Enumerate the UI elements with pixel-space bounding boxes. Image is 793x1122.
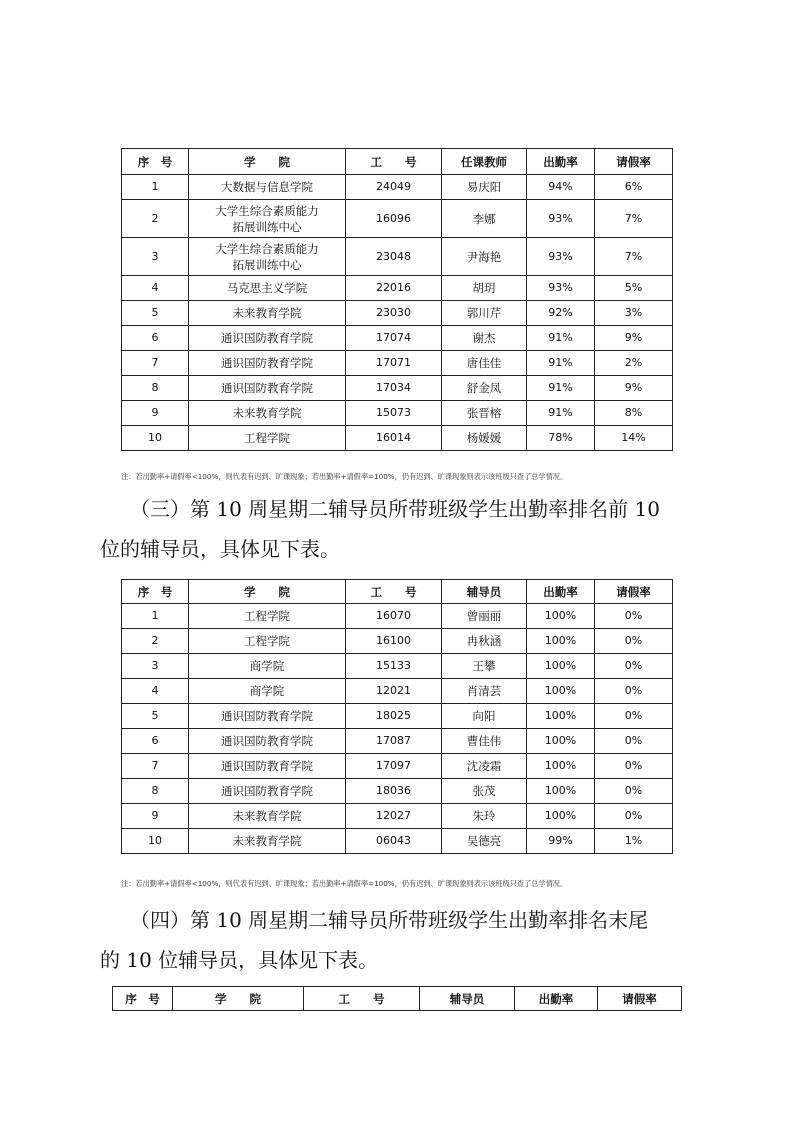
college-cell: 通识国防教育学院 — [189, 326, 346, 351]
college-cell: 未来教育学院 — [189, 829, 346, 854]
college-cell: 通识国防教育学院 — [189, 729, 346, 754]
staff-id-cell: 18025 — [346, 704, 442, 729]
header-name-cell: 任课教师 — [442, 149, 527, 175]
college-cell: 工程学院 — [189, 426, 346, 451]
table-row — [122, 276, 673, 301]
leave-rate-cell: 6% — [595, 175, 673, 200]
attendance-rate-cell: 78% — [527, 426, 595, 451]
college-cell: 未来教育学院 — [189, 804, 346, 829]
leave-rate-cell: 9% — [595, 326, 673, 351]
staff-id-cell: 23048 — [346, 238, 442, 276]
leave-rate-cell: 7% — [595, 200, 673, 238]
leave-rate-cell: 0% — [595, 729, 673, 754]
attendance-rate-cell: 99% — [527, 829, 595, 854]
staff-id-cell: 24049 — [346, 175, 442, 200]
name-cell: 王攀 — [442, 654, 527, 679]
seq-cell: 4 — [122, 276, 189, 301]
attendance-rate-cell: 100% — [527, 629, 595, 654]
name-cell: 曾丽丽 — [442, 604, 527, 629]
seq-cell: 7 — [122, 351, 189, 376]
staff-id-cell: 16014 — [346, 426, 442, 451]
seq-cell: 5 — [122, 301, 189, 326]
seq-cell: 4 — [122, 679, 189, 704]
seq-cell: 2 — [122, 629, 189, 654]
leave-rate-cell: 2% — [595, 351, 673, 376]
seq-cell: 1 — [122, 175, 189, 200]
leave-rate-cell: 8% — [595, 401, 673, 426]
seq-cell: 5 — [122, 704, 189, 729]
name-cell: 李娜 — [442, 200, 527, 238]
leave-rate-cell: 0% — [595, 679, 673, 704]
section-heading-3-cont: 位的辅导员，具体见下表。 — [100, 537, 340, 561]
name-cell: 吴德亮 — [442, 829, 527, 854]
header-staff-id-cell: 工 号 — [346, 580, 442, 604]
attendance-rate-cell: 100% — [527, 804, 595, 829]
section-heading-4-cont: 的 10 位辅导员，具体见下表。 — [100, 948, 379, 972]
name-cell: 张晋榕 — [442, 401, 527, 426]
seq-cell: 6 — [122, 729, 189, 754]
name-cell: 朱玲 — [442, 804, 527, 829]
header-college-cell: 学 院 — [173, 987, 304, 1011]
table-header-row — [122, 580, 673, 604]
attendance-rate-cell: 93% — [527, 200, 595, 238]
leave-rate-cell: 3% — [595, 301, 673, 326]
table-row — [122, 704, 673, 729]
college-cell: 商学院 — [189, 679, 346, 704]
seq-cell: 7 — [122, 754, 189, 779]
staff-id-cell: 16100 — [346, 629, 442, 654]
section-heading-3: （三）第 10 周星期二辅导员所带班级学生出勤率排名前 10 — [130, 497, 660, 521]
name-cell: 唐佳佳 — [442, 351, 527, 376]
college-cell: 工程学院 — [189, 604, 346, 629]
leave-rate-cell: 0% — [595, 654, 673, 679]
table-row — [122, 175, 673, 200]
leave-rate-cell: 0% — [595, 804, 673, 829]
staff-id-cell: 18036 — [346, 779, 442, 804]
seq-cell: 3 — [122, 654, 189, 679]
header-staff-id-cell: 工 号 — [346, 149, 442, 175]
attendance-rate-cell: 100% — [527, 729, 595, 754]
attendance-rate-cell: 94% — [527, 175, 595, 200]
name-cell: 沈凌霜 — [442, 754, 527, 779]
attendance-rate-cell: 93% — [527, 276, 595, 301]
staff-id-cell: 17087 — [346, 729, 442, 754]
attendance-rate-cell: 92% — [527, 301, 595, 326]
attendance-rate-cell: 100% — [527, 754, 595, 779]
table-header-row — [122, 149, 673, 175]
table-row — [122, 629, 673, 654]
college-cell: 商学院 — [189, 654, 346, 679]
seq-cell: 8 — [122, 779, 189, 804]
name-cell: 曹佳伟 — [442, 729, 527, 754]
table-row — [122, 779, 673, 804]
table-row — [122, 301, 673, 326]
table-note: 注：若出勤率+请假率<100%，则代表有迟到、旷课现象；若出勤率+请假率=100%，仍有迟到、旷课现象则表示该班级只查了总学情况。 — [121, 879, 568, 888]
header-seq-cell: 序 号 — [122, 149, 189, 175]
name-cell: 舒金凤 — [442, 376, 527, 401]
table-row — [122, 729, 673, 754]
table-row — [122, 679, 673, 704]
name-cell: 胡玥 — [442, 276, 527, 301]
section-heading-4: （四）第 10 周星期二辅导员所带班级学生出勤率排名末尾 — [130, 908, 649, 932]
college-cell: 未来教育学院 — [189, 401, 346, 426]
table-row — [122, 426, 673, 451]
leave-rate-cell: 7% — [595, 238, 673, 276]
leave-rate-cell: 9% — [595, 376, 673, 401]
header-attendance-rate-cell: 出勤率 — [515, 987, 598, 1011]
header-attendance-rate-cell: 出勤率 — [527, 149, 595, 175]
staff-id-cell: 15073 — [346, 401, 442, 426]
staff-id-cell: 16096 — [346, 200, 442, 238]
attendance-rate-cell: 100% — [527, 779, 595, 804]
seq-cell: 10 — [122, 829, 189, 854]
seq-cell: 8 — [122, 376, 189, 401]
seq-cell: 3 — [122, 238, 189, 276]
college-cell: 大学生综合素质能力 拓展训练中心 — [189, 238, 346, 276]
staff-id-cell: 17074 — [346, 326, 442, 351]
college-cell: 通识国防教育学院 — [189, 704, 346, 729]
college-cell: 通识国防教育学院 — [189, 376, 346, 401]
leave-rate-cell: 0% — [595, 604, 673, 629]
table-row — [122, 200, 673, 238]
seq-cell: 6 — [122, 326, 189, 351]
leave-rate-cell: 0% — [595, 629, 673, 654]
attendance-rate-cell: 100% — [527, 604, 595, 629]
table-row — [122, 754, 673, 779]
name-cell: 尹海艳 — [442, 238, 527, 276]
name-cell: 向阳 — [442, 704, 527, 729]
college-cell: 工程学院 — [189, 629, 346, 654]
table-row — [122, 351, 673, 376]
staff-id-cell: 16070 — [346, 604, 442, 629]
table-row — [122, 604, 673, 629]
counselor-bottom-table — [112, 986, 682, 1011]
counselor-top-table — [121, 579, 673, 854]
table-note: 注：若出勤率+请假率<100%，则代表有迟到、旷课现象；若出勤率+请假率=100%，仍有迟到、旷课现象则表示该班级只查了总学情况。 — [121, 472, 568, 481]
college-cell: 大数据与信息学院 — [189, 175, 346, 200]
staff-id-cell: 17071 — [346, 351, 442, 376]
table-row — [122, 376, 673, 401]
header-name-cell: 辅导员 — [420, 987, 515, 1011]
name-cell: 张茂 — [442, 779, 527, 804]
seq-cell: 1 — [122, 604, 189, 629]
leave-rate-cell: 0% — [595, 779, 673, 804]
header-leave-rate-cell: 请假率 — [595, 580, 673, 604]
college-cell: 马克思主义学院 — [189, 276, 346, 301]
teacher-attendance-table — [121, 148, 673, 451]
attendance-rate-cell: 91% — [527, 401, 595, 426]
staff-id-cell: 22016 — [346, 276, 442, 301]
leave-rate-cell: 1% — [595, 829, 673, 854]
staff-id-cell: 06043 — [346, 829, 442, 854]
seq-cell: 9 — [122, 401, 189, 426]
header-college-cell: 学 院 — [189, 580, 346, 604]
attendance-rate-cell: 91% — [527, 351, 595, 376]
name-cell: 谢杰 — [442, 326, 527, 351]
header-leave-rate-cell: 请假率 — [598, 987, 682, 1011]
staff-id-cell: 23030 — [346, 301, 442, 326]
attendance-rate-cell: 100% — [527, 704, 595, 729]
staff-id-cell: 12021 — [346, 679, 442, 704]
table-row — [122, 401, 673, 426]
seq-cell: 10 — [122, 426, 189, 451]
table-header-row — [113, 987, 682, 1011]
college-cell: 大学生综合素质能力 拓展训练中心 — [189, 200, 346, 238]
attendance-rate-cell: 100% — [527, 679, 595, 704]
table-row — [122, 238, 673, 276]
attendance-rate-cell: 93% — [527, 238, 595, 276]
header-college-cell: 学 院 — [189, 149, 346, 175]
college-cell: 通识国防教育学院 — [189, 779, 346, 804]
college-cell: 通识国防教育学院 — [189, 351, 346, 376]
name-cell: 肖清芸 — [442, 679, 527, 704]
leave-rate-cell: 5% — [595, 276, 673, 301]
header-attendance-rate-cell: 出勤率 — [527, 580, 595, 604]
seq-cell: 9 — [122, 804, 189, 829]
table-row — [122, 804, 673, 829]
college-cell: 通识国防教育学院 — [189, 754, 346, 779]
header-seq-cell: 序 号 — [113, 987, 173, 1011]
header-staff-id-cell: 工 号 — [304, 987, 420, 1011]
staff-id-cell: 17034 — [346, 376, 442, 401]
leave-rate-cell: 0% — [595, 704, 673, 729]
staff-id-cell: 12027 — [346, 804, 442, 829]
table-row — [122, 326, 673, 351]
name-cell: 杨媛媛 — [442, 426, 527, 451]
name-cell: 郭川芹 — [442, 301, 527, 326]
leave-rate-cell: 0% — [595, 754, 673, 779]
college-cell: 未来教育学院 — [189, 301, 346, 326]
staff-id-cell: 17097 — [346, 754, 442, 779]
name-cell: 易庆阳 — [442, 175, 527, 200]
attendance-rate-cell: 91% — [527, 376, 595, 401]
attendance-rate-cell: 100% — [527, 654, 595, 679]
staff-id-cell: 15133 — [346, 654, 442, 679]
table-row — [122, 654, 673, 679]
attendance-rate-cell: 91% — [527, 326, 595, 351]
seq-cell: 2 — [122, 200, 189, 238]
leave-rate-cell: 14% — [595, 426, 673, 451]
header-seq-cell: 序 号 — [122, 580, 189, 604]
header-name-cell: 辅导员 — [442, 580, 527, 604]
table-row — [122, 829, 673, 854]
header-leave-rate-cell: 请假率 — [595, 149, 673, 175]
name-cell: 冉秋涵 — [442, 629, 527, 654]
